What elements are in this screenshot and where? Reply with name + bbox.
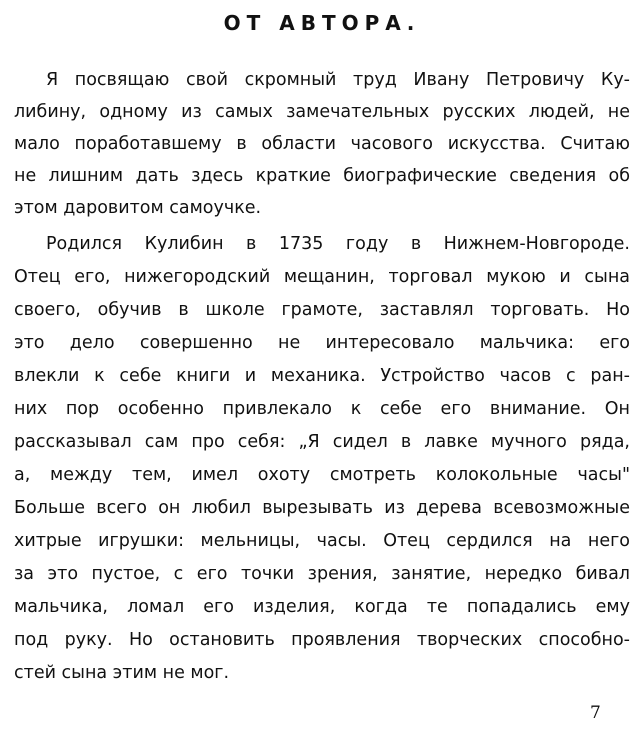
text-line: Я посвящаю свой скромный труд Ивану Петровичу Ку- [46, 70, 630, 90]
text-line: этом даровитом самоучке. [14, 198, 262, 218]
text-line: хитрые игрушки: мельницы, часы. Отец сердился на него [14, 531, 630, 551]
text-line: за это пустое, с его точки зрения, занятие, нередко бивал [14, 564, 630, 584]
text-line: влекли к себе книги и механика. Устройство часов с ран- [14, 366, 630, 386]
text-line: своего, обучив в школе грамоте, заставлял торговать. Но [14, 300, 630, 320]
text-line: мальчика, ломал его изделия, когда те попадались ему [14, 597, 630, 617]
text-line: мало поработавшему в области часового искусства. Считаю [14, 134, 630, 154]
text-line: Больше всего он любил вырезывать из дерева всевозможные [14, 498, 630, 518]
text-line: них пор особенно привлекало к себе его внимание. Он [14, 399, 630, 419]
text-line: стей сына этим не мог. [14, 663, 230, 683]
text-line: Отец его, нижегородский мещанин, торговал мукою и сына [14, 267, 630, 287]
text-line: Родился Кулибин в 1735 году в Нижнем-Новгороде. [46, 234, 630, 254]
text-line: рассказывал сам про себя: „Я сидел в лавке мучного ряда, [14, 432, 630, 452]
text-line: а, между тем, имел охоту смотреть колокольные часы" [14, 465, 630, 485]
chapter-title: ОТ АВТОРА. [223, 11, 421, 35]
text-line: не лишним дать здесь краткие биографические сведения об [14, 166, 630, 186]
page-number: 7 [590, 703, 601, 723]
text-line: это дело совершенно не интересовало мальчика: его [14, 333, 630, 353]
text-line: либину, одному из самых замечательных русских людей, не [14, 102, 630, 122]
text-line: под руку. Но остановить проявления творческих способно- [14, 630, 630, 650]
